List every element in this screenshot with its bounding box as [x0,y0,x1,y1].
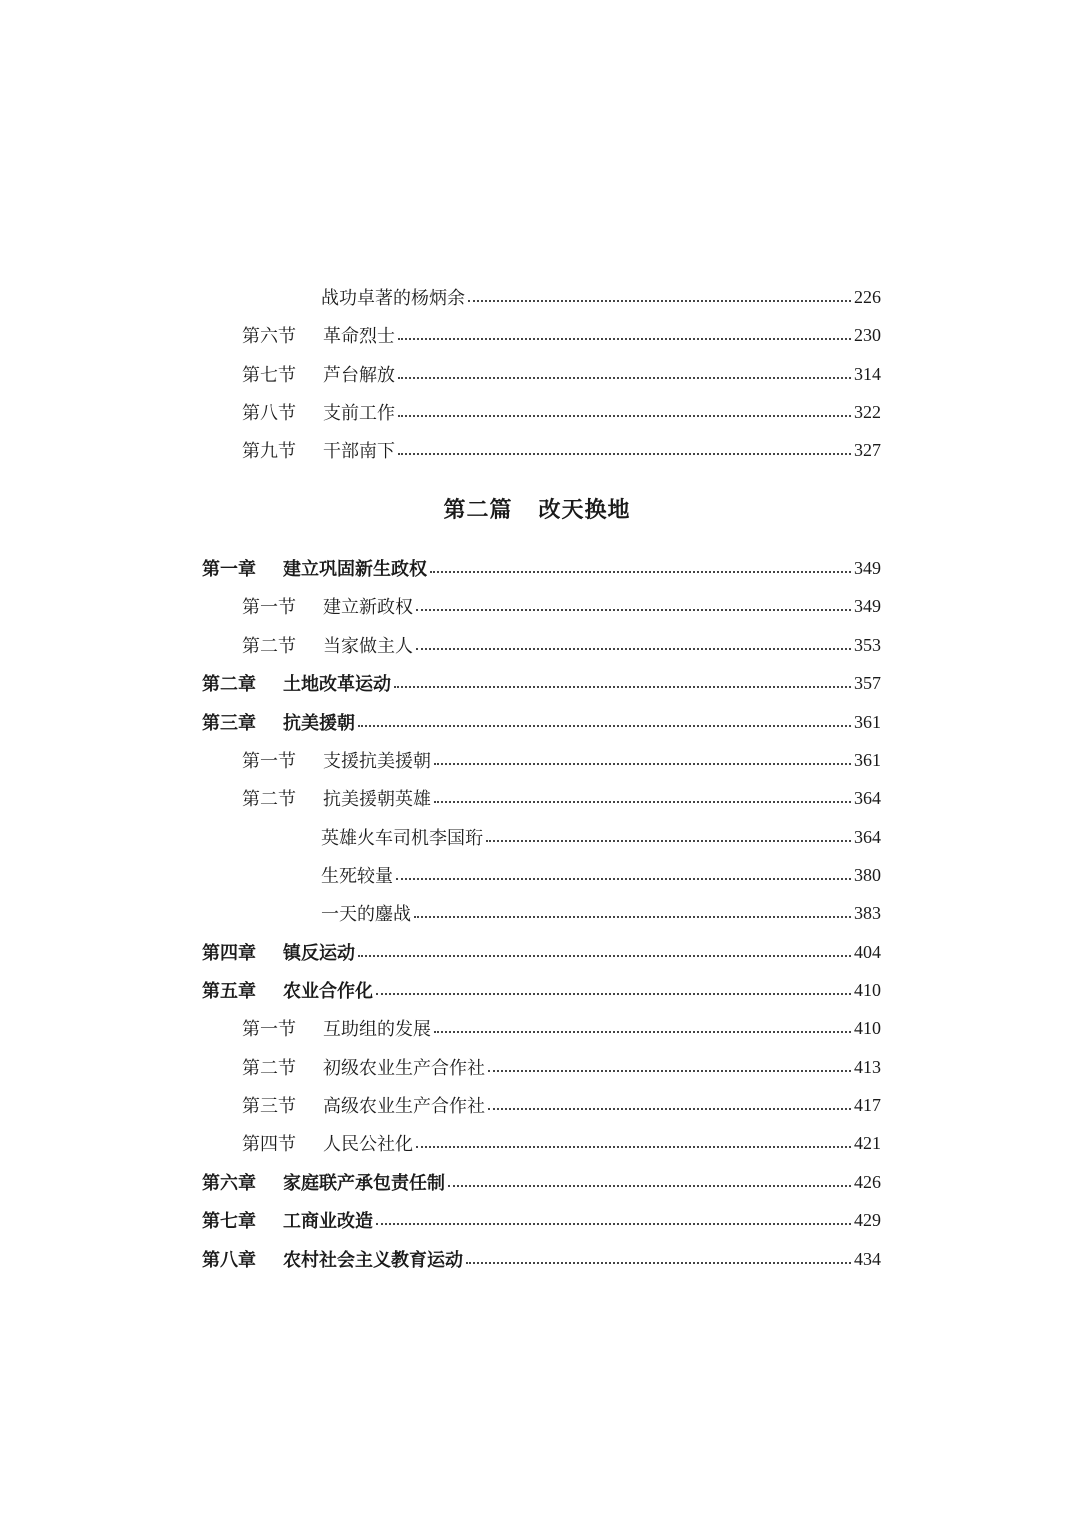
entry-label: 第六节 [242,326,296,347]
entry-label: 第一章 [202,559,256,580]
entry-title: 抗美援朝 [283,713,355,734]
dot-leader [394,686,851,688]
dot-leader [434,1031,851,1033]
page-number: 383 [854,902,881,923]
dot-leader [434,801,851,803]
toc-entry[interactable] [0,898,881,928]
toc-entry[interactable] [0,359,881,389]
page-number: 426 [854,1171,881,1192]
page-number: 226 [854,286,881,307]
entry-title: 生死较量 [321,866,393,887]
dot-leader [430,571,851,573]
page-number: 349 [854,557,881,578]
dot-leader [416,648,851,650]
dot-leader [376,993,851,995]
entry-label: 第一节 [242,751,296,772]
entry-label: 第三节 [242,1096,296,1117]
entry-title: 家庭联产承包责任制 [283,1173,445,1194]
entry-title: 一天的鏖战 [321,904,411,925]
entry-label: 第四章 [202,943,256,964]
toc-entry-chapter[interactable] [0,1244,881,1274]
page-number: 413 [854,1056,881,1077]
dot-leader [486,840,851,842]
dot-leader [396,878,851,880]
entry-label: 第二节 [242,789,296,810]
page-number: 314 [854,363,881,384]
page-number: 361 [854,711,881,732]
entry-title: 镇反运动 [283,943,355,964]
dot-leader [398,415,851,417]
page-number: 357 [854,672,881,693]
entry-title: 农村社会主义教育运动 [283,1250,463,1271]
toc-entry-chapter[interactable] [0,1205,881,1235]
part-heading [0,493,1074,524]
entry-title: 支前工作 [323,403,395,424]
entry-title: 高级农业生产合作社 [323,1096,485,1117]
entry-title: 工商业改造 [283,1211,373,1232]
toc-entry[interactable] [0,745,881,775]
toc-entry[interactable] [0,860,881,890]
page-number: 364 [854,826,881,847]
entry-label: 第七节 [242,365,296,386]
dot-leader [416,1146,851,1148]
toc-entry[interactable] [0,320,881,350]
entry-label: 第五章 [202,981,256,1002]
entry-title: 战功卓著的杨炳余 [321,288,465,309]
dot-leader [358,955,851,957]
toc-entry-chapter[interactable] [0,937,881,967]
entry-label: 第一节 [242,1019,296,1040]
entry-label: 第一节 [242,597,296,618]
dot-leader [358,725,851,727]
dot-leader [398,453,851,455]
entry-title: 当家做主人 [323,636,413,657]
page-number: 421 [854,1132,881,1153]
page-number: 364 [854,787,881,808]
toc-entry[interactable] [0,435,881,465]
page-number: 417 [854,1094,881,1115]
entry-label: 第二章 [202,674,256,695]
entry-title: 抗美援朝英雄 [323,789,431,810]
entry-label: 第六章 [202,1173,256,1194]
toc-entry[interactable] [0,1013,881,1043]
entry-title: 人民公社化 [323,1134,413,1155]
page-number: 410 [854,979,881,1000]
entry-label: 第二节 [242,1058,296,1079]
entry-label: 第八节 [242,403,296,424]
entry-title: 支援抗美援朝 [323,751,431,772]
dot-leader [488,1108,851,1110]
entry-title: 建立巩固新生政权 [283,559,427,580]
entry-title: 农业合作化 [283,981,373,1002]
page-number: 380 [854,864,881,885]
toc-entry[interactable] [0,282,881,312]
page-number: 410 [854,1017,881,1038]
toc-entry-chapter[interactable] [0,975,881,1005]
entry-title: 英雄火车司机李国珩 [321,828,483,849]
page-number: 349 [854,595,881,616]
dot-leader [398,377,851,379]
entry-label: 第二节 [242,636,296,657]
page-number: 353 [854,634,881,655]
page-number: 404 [854,941,881,962]
dot-leader [434,763,851,765]
entry-title: 互助组的发展 [323,1019,431,1040]
toc-entry[interactable] [0,630,881,660]
page-number: 429 [854,1209,881,1230]
page-number: 361 [854,749,881,770]
toc-entry-chapter[interactable] [0,553,881,583]
toc-entry[interactable] [0,591,881,621]
page-number: 230 [854,324,881,345]
toc-entry[interactable] [0,1052,881,1082]
dot-leader [416,609,851,611]
dot-leader [448,1185,851,1187]
toc-entry[interactable] [0,1090,881,1120]
page-number: 322 [854,401,881,422]
entry-title: 建立新政权 [323,597,413,618]
entry-label: 第九节 [242,441,296,462]
dot-leader [376,1223,851,1225]
entry-title: 革命烈士 [323,326,395,347]
page-number: 327 [854,439,881,460]
part-title: 改天换地 [538,497,631,523]
dot-leader [414,916,851,918]
entry-title: 土地改革运动 [283,674,391,695]
toc-entry[interactable] [0,397,881,427]
dot-leader [398,338,851,340]
toc-entry[interactable] [0,783,881,813]
entry-title: 初级农业生产合作社 [323,1058,485,1079]
entry-title: 干部南下 [323,441,395,462]
dot-leader [468,300,851,302]
toc-entry[interactable] [0,1128,881,1158]
entry-label: 第四节 [242,1134,296,1155]
entry-title: 芦台解放 [323,365,395,386]
entry-label: 第三章 [202,713,256,734]
dot-leader [466,1262,851,1264]
toc-entry-chapter[interactable] [0,707,881,737]
toc-entry[interactable] [0,822,881,852]
toc-entry-chapter[interactable] [0,668,881,698]
dot-leader [488,1070,851,1072]
entry-label: 第八章 [202,1250,256,1271]
toc-entry-chapter[interactable] [0,1167,881,1197]
page-number: 434 [854,1248,881,1269]
part-label: 第二篇 [443,497,513,523]
entry-label: 第七章 [202,1211,256,1232]
